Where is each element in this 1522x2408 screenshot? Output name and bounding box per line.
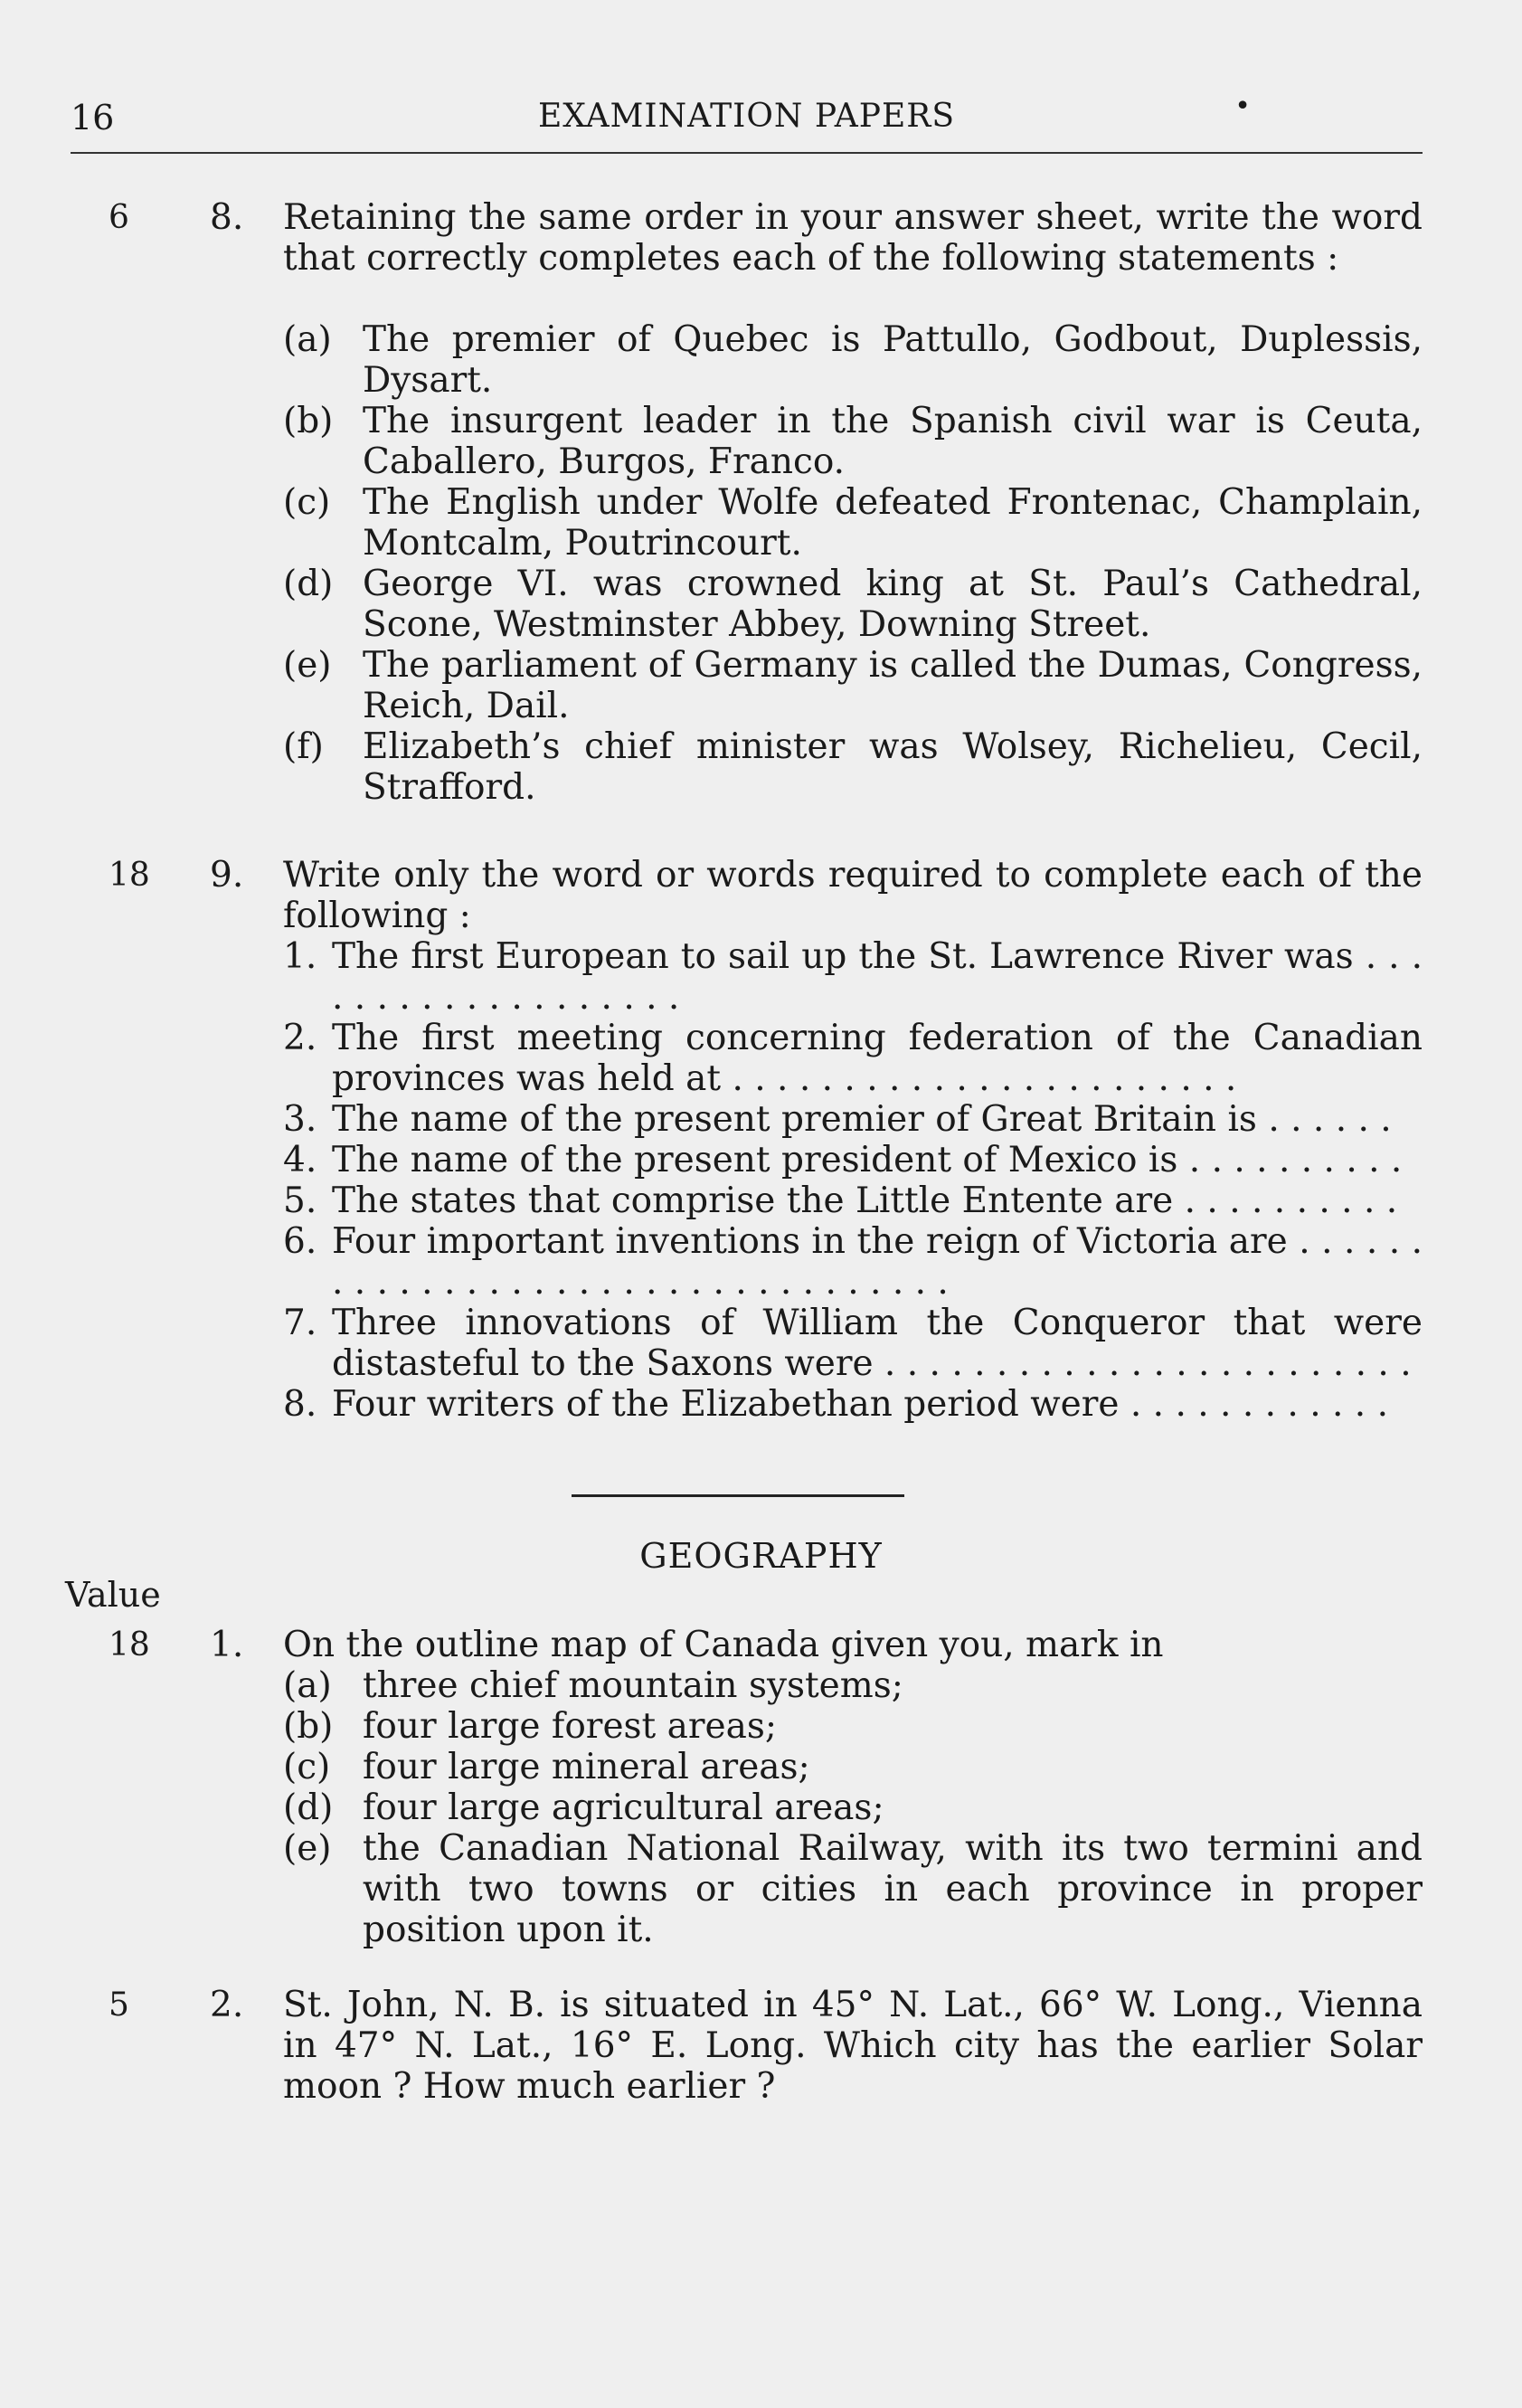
list-item — [283, 936, 1423, 1018]
item-text: The first meeting concerning federation of the Canadian provinces was held at . . . . . . . . . . . . . . . . . . . . . . . — [332, 1018, 1423, 1099]
list-item — [283, 1140, 1423, 1180]
item-label: (b) — [283, 401, 334, 441]
item-text: four large agricultural areas; — [363, 1787, 884, 1828]
item-text: The states that comprise the Little Entente are . . . . . . . . . . — [332, 1180, 1398, 1221]
list-item — [283, 564, 1423, 645]
item-text: The first European to sail up the St. Lawrence River was . . . . . . . . . . . . . . . . . . . — [332, 936, 1423, 1018]
item-text: George VI. was crowned king at St. Paul’s Cathedral, Scone, Westminster Abbey, Downing Street. — [363, 564, 1423, 645]
item-label: (e) — [283, 1828, 332, 1869]
list-item — [283, 1787, 1423, 1828]
header-dot: • — [1234, 90, 1251, 122]
list-item — [283, 1384, 1423, 1425]
item-text: The name of the present premier of Great Britain is . . . . . . — [332, 1099, 1392, 1140]
item-label: (a) — [283, 319, 332, 360]
fill-in-items — [283, 936, 1423, 1425]
item-text: Three innovations of William the Conqueror that were distasteful to the Saxons were . . . . . . . . . . . . . . . . . . . . . . . . — [332, 1303, 1423, 1384]
list-item — [283, 319, 1423, 401]
question-value: 5 — [109, 1986, 129, 2024]
item-label: (a) — [283, 1665, 332, 1706]
item-label: 7. — [283, 1303, 317, 1343]
item-label: 6. — [283, 1221, 317, 1262]
item-label: 3. — [283, 1099, 317, 1140]
map-tasks — [283, 1665, 1423, 1950]
list-item — [283, 401, 1423, 482]
item-text: The parliament of Germany is called the Dumas, Congress, Reich, Dail. — [363, 645, 1423, 726]
list-item — [283, 1706, 1423, 1747]
item-text: three chief mountain systems; — [363, 1665, 903, 1706]
item-text: four large mineral areas; — [363, 1747, 810, 1787]
item-label: (d) — [283, 1787, 334, 1828]
page-number: 16 — [71, 98, 115, 137]
section-divider — [572, 1494, 904, 1497]
list-item — [283, 1303, 1423, 1384]
item-label: (c) — [283, 482, 331, 523]
item-text: Four important inventions in the reign of Victoria are . . . . . . . . . . . . . . . . . . . . . . . . . . . . . . . . . . — [332, 1221, 1423, 1303]
question-value: 18 — [109, 857, 150, 894]
list-item — [283, 1221, 1423, 1303]
item-text: The insurgent leader in the Spanish civil war is Ceuta, Caballero, Burgos, Franco. — [363, 401, 1423, 482]
question-stem: Write only the word or words required to complete each of the following : — [283, 855, 1423, 936]
item-label: 1. — [283, 936, 317, 977]
item-label: 5. — [283, 1180, 317, 1221]
list-item — [283, 1828, 1423, 1950]
item-label: 8. — [283, 1384, 317, 1425]
list-item — [283, 482, 1423, 564]
item-label: (f) — [283, 726, 324, 767]
item-text: the Canadian National Railway, with its two termini and with two towns or cities in each province in proper position upon it. — [363, 1828, 1423, 1950]
item-label: (e) — [283, 645, 332, 686]
page-header — [71, 90, 1423, 145]
item-label: 2. — [283, 1018, 317, 1058]
list-item — [283, 1180, 1423, 1221]
list-item — [283, 1099, 1423, 1140]
item-text: The English under Wolfe defeated Frontenac, Champlain, Montcalm, Poutrincourt. — [363, 482, 1423, 564]
question-value: 18 — [109, 1626, 150, 1664]
running-head: EXAMINATION PAPERS — [537, 98, 956, 135]
question-number: 2. — [210, 1985, 244, 2025]
item-label: (d) — [283, 564, 334, 604]
header-rule — [71, 152, 1423, 154]
question-stem: St. John, N. B. is situated in 45° N. Lat., 66° W. Long., Vienna in 47° N. Lat., 16° E. Long. Which city has the earlier Solar moon ? How much earlier ? — [283, 1985, 1423, 2107]
item-text: The premier of Quebec is Pattullo, Godbout, Duplessis, Dysart. — [363, 319, 1423, 401]
question-number: 9. — [210, 855, 244, 896]
list-item — [283, 1747, 1423, 1787]
question-number: 1. — [210, 1625, 244, 1665]
item-label: (b) — [283, 1706, 334, 1747]
item-text: Four writers of the Elizabethan period were . . . . . . . . . . . . — [332, 1384, 1388, 1425]
list-item — [283, 645, 1423, 726]
section-title: GEOGRAPHY — [639, 1536, 883, 1576]
value-column-label: Value — [65, 1575, 161, 1615]
question-stem: On the outline map of Canada given you, mark in — [283, 1625, 1164, 1665]
item-text: Elizabeth’s chief minister was Wolsey, Richelieu, Cecil, Strafford. — [363, 726, 1423, 808]
item-text: four large forest areas; — [363, 1706, 777, 1747]
question-stem: Retaining the same order in your answer sheet, write the word that correctly completes each of the following statements : — [283, 197, 1423, 279]
list-item — [283, 726, 1423, 808]
list-item — [283, 1018, 1423, 1099]
list-item — [283, 1665, 1423, 1706]
item-label: 4. — [283, 1140, 317, 1180]
question-value: 6 — [109, 199, 129, 236]
question-number: 8. — [210, 197, 244, 238]
item-label: (c) — [283, 1747, 331, 1787]
item-text: The name of the present president of Mexico is . . . . . . . . . . — [332, 1140, 1403, 1180]
answer-options — [283, 319, 1423, 808]
